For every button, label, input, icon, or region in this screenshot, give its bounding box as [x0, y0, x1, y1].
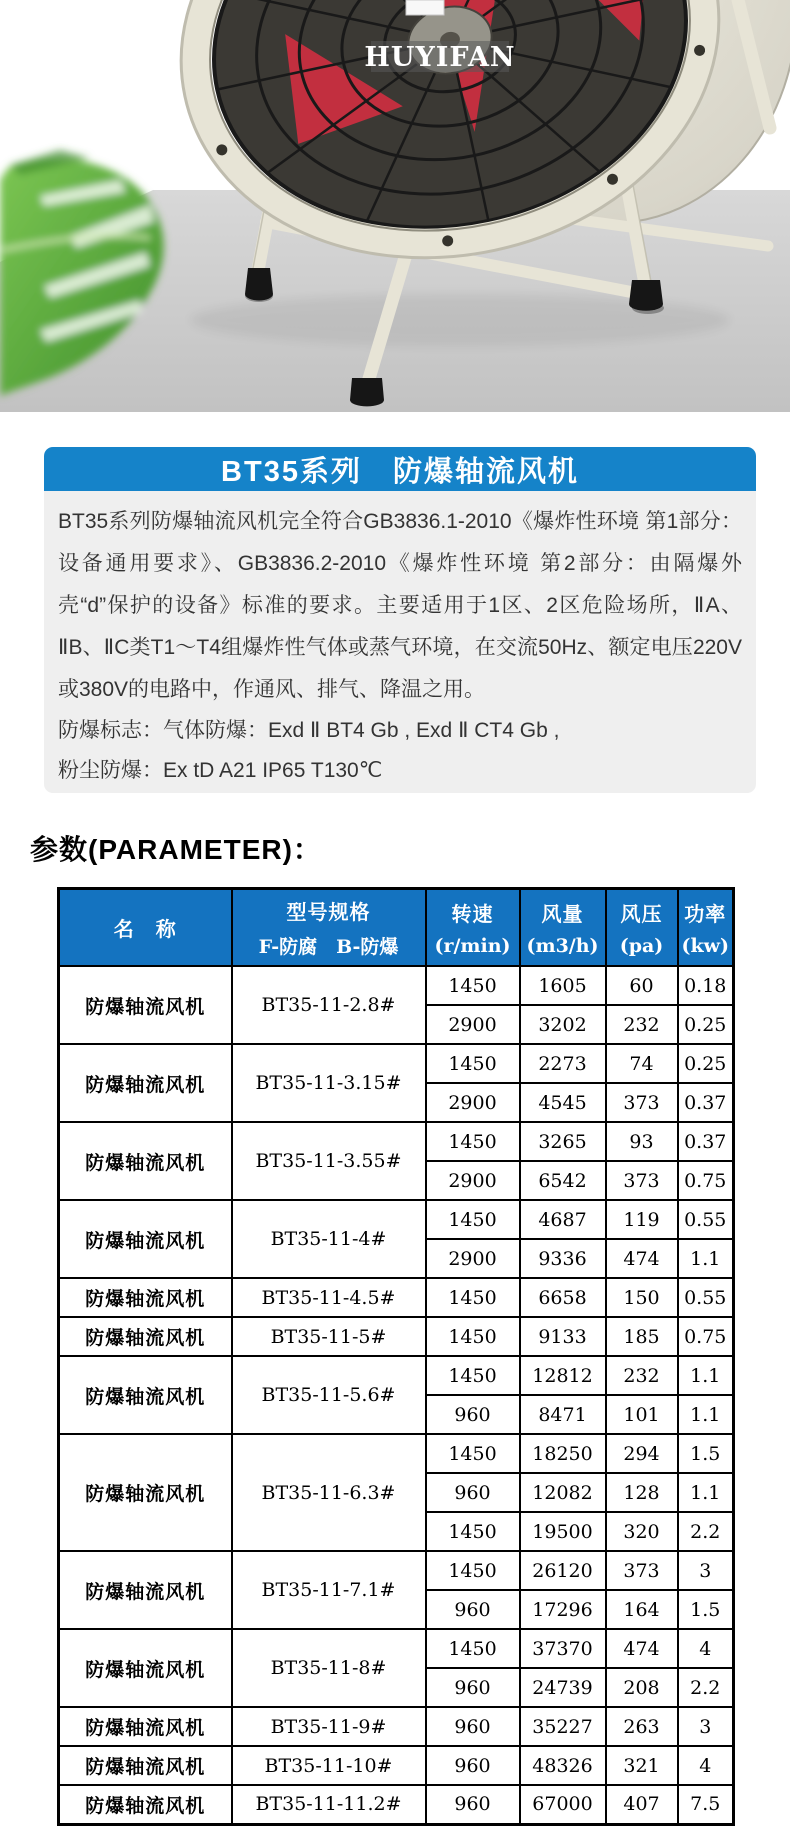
- pressure-cell: 60: [606, 966, 678, 1005]
- model-cell: BT35-11-5.6#: [232, 1356, 426, 1434]
- table-row: [59, 1200, 734, 1239]
- model-cell: BT35-11-7.1#: [232, 1551, 426, 1629]
- speed-cell: 2900: [426, 1161, 520, 1200]
- column-header-0: [59, 889, 232, 967]
- power-cell: 3: [678, 1707, 734, 1746]
- speed-cell: 1450: [426, 1434, 520, 1473]
- power-cell: 2.2: [678, 1668, 734, 1707]
- fan-name-cell: 防爆轴流风机: [59, 1122, 232, 1200]
- power-cell: 0.75: [678, 1161, 734, 1200]
- airflow-cell: 3202: [520, 1005, 606, 1044]
- power-cell: 0.75: [678, 1317, 734, 1356]
- power-cell: 1.1: [678, 1239, 734, 1278]
- model-cell: BT35-11-5#: [232, 1317, 426, 1356]
- airflow-cell: 35227: [520, 1707, 606, 1746]
- airflow-cell: 17296: [520, 1590, 606, 1629]
- table-row: [59, 1122, 734, 1161]
- column-header-line1: 转速: [451, 904, 494, 926]
- power-cell: 0.55: [678, 1278, 734, 1317]
- airflow-cell: 8471: [520, 1395, 606, 1434]
- series-title-banner: [44, 447, 756, 491]
- fan-name-cell: 防爆轴流风机: [59, 1551, 232, 1629]
- explosion-mark-gas-line: 防爆标志：气体防爆：Exd Ⅱ BT4 Gb , Exd Ⅱ CT4 Gb ,: [58, 719, 560, 742]
- power-cell: 4: [678, 1746, 734, 1785]
- parameter-heading: 参数(PARAMETER)：: [30, 834, 322, 865]
- column-header-line2: (m3/h): [526, 935, 599, 957]
- airflow-cell: 18250: [520, 1434, 606, 1473]
- model-cell: BT35-11-4.5#: [232, 1278, 426, 1317]
- fan-name-cell: 防爆轴流风机: [59, 1044, 232, 1122]
- pressure-cell: 74: [606, 1044, 678, 1083]
- airflow-cell: 26120: [520, 1551, 606, 1590]
- power-cell: 1.1: [678, 1473, 734, 1512]
- fan-name-cell: 防爆轴流风机: [59, 1746, 232, 1785]
- airflow-cell: 4545: [520, 1083, 606, 1122]
- model-cell: BT35-11-4#: [232, 1200, 426, 1278]
- table-row: [59, 1551, 734, 1590]
- power-cell: 0.55: [678, 1200, 734, 1239]
- series-title: BT35系列 防爆轴流风机: [221, 455, 579, 488]
- column-header-line1: 型号规格: [286, 902, 371, 925]
- pressure-cell: 119: [606, 1200, 678, 1239]
- speed-cell: 960: [426, 1590, 520, 1629]
- parameter-table: [57, 887, 735, 1826]
- parameter-table-wrap: [57, 887, 733, 1826]
- table-row: [59, 1278, 734, 1317]
- fan-name-cell: 防爆轴流风机: [59, 1707, 232, 1746]
- airflow-cell: 3265: [520, 1122, 606, 1161]
- description-panel: [44, 491, 756, 793]
- fan-name-cell: 防爆轴流风机: [59, 1317, 232, 1356]
- pressure-cell: 474: [606, 1629, 678, 1668]
- product-photo: [0, 0, 790, 412]
- pressure-cell: 164: [606, 1590, 678, 1629]
- pressure-cell: 321: [606, 1746, 678, 1785]
- pressure-cell: 373: [606, 1551, 678, 1590]
- table-row: [59, 1356, 734, 1395]
- speed-cell: 1450: [426, 1551, 520, 1590]
- fan-name-cell: 防爆轴流风机: [59, 1629, 232, 1707]
- fan-name-cell: 防爆轴流风机: [59, 966, 232, 1044]
- pressure-cell: 93: [606, 1122, 678, 1161]
- pressure-cell: 101: [606, 1395, 678, 1434]
- power-cell: 1.5: [678, 1434, 734, 1473]
- speed-cell: 1450: [426, 1512, 520, 1551]
- speed-cell: 1450: [426, 1317, 520, 1356]
- airflow-cell: 37370: [520, 1629, 606, 1668]
- model-cell: BT35-11-10#: [232, 1746, 426, 1785]
- pressure-cell: 128: [606, 1473, 678, 1512]
- pressure-cell: 232: [606, 1005, 678, 1044]
- description-paragraph: BT35系列防爆轴流风机完全符合GB3836.1-2010《爆炸性环境 第1部分：设备通用要求》、GB3836.2-2010《爆炸性环境 第2部分：由隔爆外壳“d”保护的设备》标准的要求。主要适用于1区、2区危险场所，ⅡA、ⅡB、ⅡC类T1～T4组爆炸性气体或蒸气环境，在交流50Hz、额定电压220V或380V的电路中，作通风、排气、降温之用。: [58, 510, 742, 701]
- fan-name-cell: 防爆轴流风机: [59, 1785, 232, 1824]
- table-row: [59, 1746, 734, 1785]
- column-header-line1: 风量: [541, 904, 584, 926]
- table-row: [59, 1434, 734, 1473]
- table-row: [59, 1317, 734, 1356]
- column-header-line2: (kw): [681, 935, 729, 957]
- pressure-cell: 263: [606, 1707, 678, 1746]
- power-cell: 0.25: [678, 1005, 734, 1044]
- speed-cell: 2900: [426, 1083, 520, 1122]
- pressure-cell: 185: [606, 1317, 678, 1356]
- column-header-3: [520, 889, 606, 967]
- column-header-line2: (r/min): [434, 935, 511, 957]
- model-cell: BT35-11-3.15#: [232, 1044, 426, 1122]
- pressure-cell: 474: [606, 1239, 678, 1278]
- table-row: [59, 1629, 734, 1668]
- speed-cell: 960: [426, 1395, 520, 1434]
- column-header-line2: (pa): [619, 935, 664, 957]
- airflow-cell: 2273: [520, 1044, 606, 1083]
- table-header-row: [59, 889, 734, 967]
- airflow-cell: 12082: [520, 1473, 606, 1512]
- table-row: [59, 1707, 734, 1746]
- power-cell: 0.37: [678, 1122, 734, 1161]
- model-cell: BT35-11-8#: [232, 1629, 426, 1707]
- speed-cell: 1450: [426, 1278, 520, 1317]
- column-header-line1: 功率: [684, 904, 727, 926]
- brand-watermark: HUYIFAN: [364, 42, 516, 73]
- airflow-cell: 9133: [520, 1317, 606, 1356]
- column-header-2: [426, 889, 520, 967]
- pressure-cell: 232: [606, 1356, 678, 1395]
- power-cell: 4: [678, 1629, 734, 1668]
- airflow-cell: 9336: [520, 1239, 606, 1278]
- speed-cell: 2900: [426, 1239, 520, 1278]
- speed-cell: 1450: [426, 1629, 520, 1668]
- model-cell: BT35-11-6.3#: [232, 1434, 426, 1551]
- pressure-cell: 208: [606, 1668, 678, 1707]
- table-row: [59, 966, 734, 1005]
- table-row: [59, 1785, 734, 1824]
- speed-cell: 2900: [426, 1005, 520, 1044]
- model-cell: BT35-11-11.2#: [232, 1785, 426, 1824]
- model-cell: BT35-11-9#: [232, 1707, 426, 1746]
- airflow-cell: 1605: [520, 966, 606, 1005]
- model-cell: BT35-11-2.8#: [232, 966, 426, 1044]
- power-cell: 0.25: [678, 1044, 734, 1083]
- speed-cell: 1450: [426, 966, 520, 1005]
- fan-name-cell: 防爆轴流风机: [59, 1278, 232, 1317]
- power-cell: 1.5: [678, 1590, 734, 1629]
- airflow-cell: 19500: [520, 1512, 606, 1551]
- column-header-1: [232, 889, 426, 967]
- fan-name-cell: 防爆轴流风机: [59, 1356, 232, 1434]
- product-label: [406, 0, 444, 15]
- speed-cell: 1450: [426, 1356, 520, 1395]
- column-header-5: [678, 889, 734, 967]
- pressure-cell: 294: [606, 1434, 678, 1473]
- airflow-cell: 48326: [520, 1746, 606, 1785]
- airflow-cell: 24739: [520, 1668, 606, 1707]
- column-header-line1: 风压: [620, 904, 663, 926]
- airflow-cell: 6542: [520, 1161, 606, 1200]
- fan-name-cell: 防爆轴流风机: [59, 1200, 232, 1278]
- explosion-mark-dust-line: 粉尘防爆：Ex tD A21 IP65 T130℃: [58, 759, 383, 782]
- speed-cell: 1450: [426, 1200, 520, 1239]
- pressure-cell: 373: [606, 1161, 678, 1200]
- fan-image: [0, 0, 790, 412]
- speed-cell: 960: [426, 1785, 520, 1824]
- speed-cell: 1450: [426, 1122, 520, 1161]
- speed-cell: 960: [426, 1473, 520, 1512]
- speed-cell: 960: [426, 1746, 520, 1785]
- speed-cell: 960: [426, 1668, 520, 1707]
- pressure-cell: 407: [606, 1785, 678, 1824]
- column-header-line1: 名 称: [113, 919, 177, 941]
- airflow-cell: 12812: [520, 1356, 606, 1395]
- airflow-cell: 4687: [520, 1200, 606, 1239]
- power-cell: 2.2: [678, 1512, 734, 1551]
- power-cell: 1.1: [678, 1356, 734, 1395]
- airflow-cell: 67000: [520, 1785, 606, 1824]
- speed-cell: 1450: [426, 1044, 520, 1083]
- pressure-cell: 150: [606, 1278, 678, 1317]
- power-cell: 3: [678, 1551, 734, 1590]
- fan-name-cell: 防爆轴流风机: [59, 1434, 232, 1551]
- airflow-cell: 6658: [520, 1278, 606, 1317]
- column-header-4: [606, 889, 678, 967]
- pressure-cell: 320: [606, 1512, 678, 1551]
- power-cell: 0.18: [678, 966, 734, 1005]
- power-cell: 0.37: [678, 1083, 734, 1122]
- column-header-line2: F-防腐 B-防爆: [258, 935, 399, 958]
- table-row: [59, 1044, 734, 1083]
- power-cell: 7.5: [678, 1785, 734, 1824]
- speed-cell: 960: [426, 1707, 520, 1746]
- power-cell: 1.1: [678, 1395, 734, 1434]
- model-cell: BT35-11-3.55#: [232, 1122, 426, 1200]
- pressure-cell: 373: [606, 1083, 678, 1122]
